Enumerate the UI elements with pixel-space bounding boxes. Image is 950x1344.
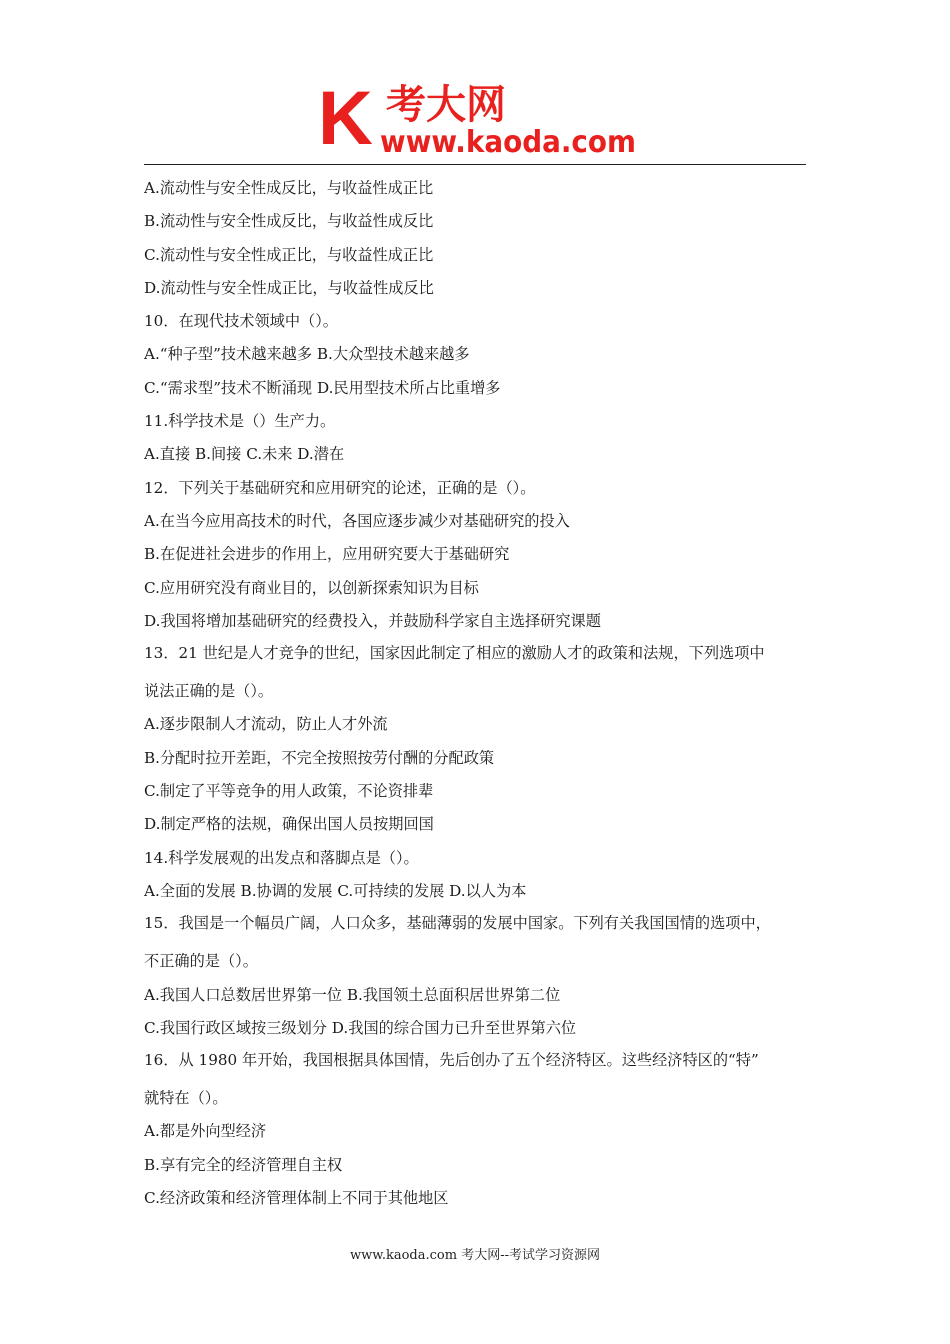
text-line: A.在当今应用高技术的时代，各国应逐步减少对基础研究的投入 [144,511,570,530]
text-line: A.全面的发展 B.协调的发展 C.可持续的发展 D.以人为本 [144,881,527,900]
text-line: D.流动性与安全性成正比，与收益性成反比 [144,278,434,297]
question-stem: 13．21 世纪是人才竞争的世纪，国家因此制定了相应的激励人才的政策和法规，下列选项中 [144,644,765,663]
text-line: B.流动性与安全性成反比，与收益性成反比 [144,212,434,231]
question-stem-continued: 说法正确的是（）。 [144,682,274,701]
question-content [144,172,810,1215]
text-line: C.制定了平等竞争的用人政策，不论资排辈 [144,782,434,801]
text-line: C.经济政策和经济管理体制上不同于其他地区 [144,1189,449,1208]
text-line: B.在促进社会进步的作用上，应用研究要大于基础研究 [144,545,510,564]
question-stem: 10．在现代技术领域中（）。 [144,312,338,331]
question-stem: 16．从 1980 年开始，我国根据具体国情，先后创办了五个经济特区。这些经济特区的“特” [144,1051,759,1070]
page-footer: www.kaoda.com 考大网--考试学习资源网 [350,1248,600,1263]
header-divider [144,164,806,165]
text-line: B.享有完全的经济管理自主权 [144,1155,343,1174]
question-stem-continued: 就特在（）。 [144,1089,228,1108]
text-line: C.流动性与安全性成正比，与收益性成正比 [144,245,434,264]
text-line: D.我国将增加基础研究的经费投入，并鼓励科学家自主选择研究课题 [144,611,601,630]
text-line: A.“种子型”技术越来越多 B.大众型技术越来越多 [144,345,470,364]
text-line: C.我国行政区域按三级划分 D.我国的综合国力已升至世界第六位 [144,1018,577,1037]
question-stem-continued: 不正确的是（）。 [144,952,258,971]
logo-letter: K [318,80,373,160]
text-line: C.应用研究没有商业目的，以创新探索知识为目标 [144,578,479,597]
text-line: A.流动性与安全性成反比，与收益性成正比 [144,179,434,197]
text-line: A.逐步限制人才流动，防止人才外流 [144,715,388,734]
logo-chinese-name: 考大网 [386,82,506,128]
question-stem: 14.科学发展观的出发点和落脚点是（）。 [144,848,419,867]
text-line: A.直接 B.间接 C.未来 D.潜在 [144,445,345,464]
question-stem: 15．我国是一个幅员广阔，人口众多，基础薄弱的发展中国家。下列有关我国国情的选项中， [144,914,771,933]
text-line: A.都是外向型经济 [144,1122,267,1141]
question-stem: 11.科学技术是（）生产力。 [144,412,336,431]
text-line: B.分配时拉开差距，不完全按照按劳付酬的分配政策 [144,748,495,767]
text-line: C.“需求型”技术不断涌现 D.民用型技术所占比重增多 [144,378,501,397]
text-line: D.制定严格的法规，确保出国人员按期回国 [144,815,434,834]
kaoda-logo [318,80,638,160]
logo-url: www.kaoda.com [380,125,636,160]
question-stem: 12．下列关于基础研究和应用研究的论述，正确的是（）。 [144,478,536,497]
text-line: A.我国人口总数居世界第一位 B.我国领土总面积居世界第二位 [144,985,561,1004]
